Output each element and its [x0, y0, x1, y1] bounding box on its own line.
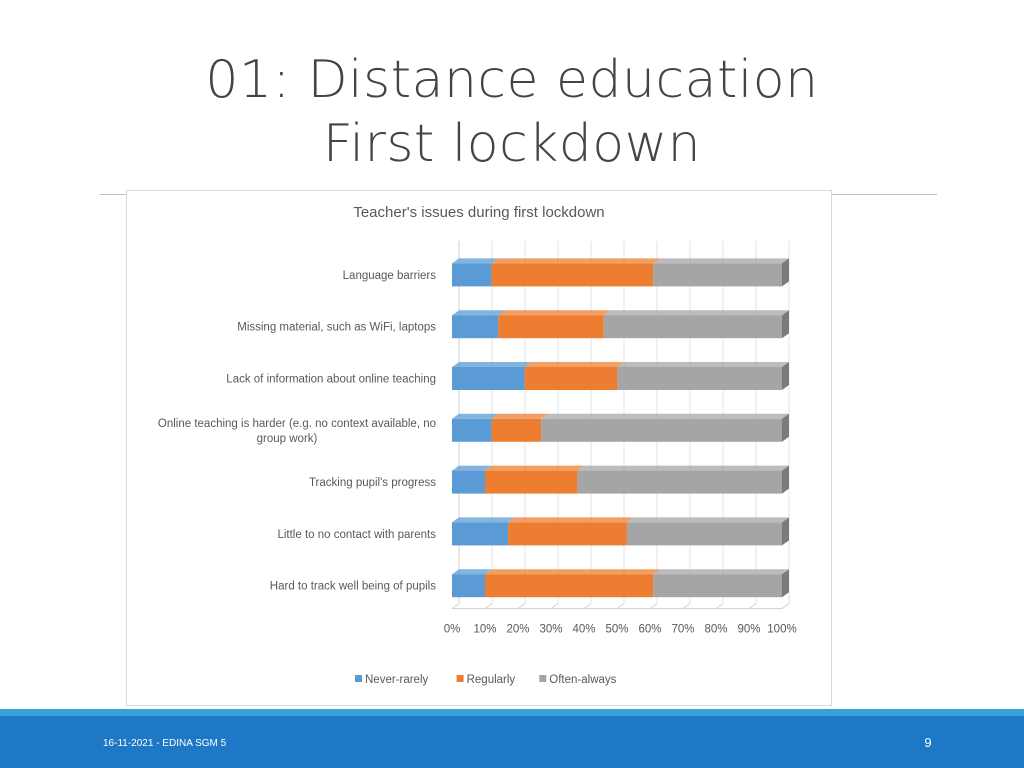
bar-segment [485, 574, 653, 597]
gridline-floor [551, 604, 558, 609]
bar-top-face [604, 310, 789, 315]
bar-top-face [498, 310, 611, 315]
x-tick-label: 90% [737, 623, 761, 636]
bar-segment [577, 471, 782, 494]
bar-segment [452, 522, 508, 545]
gridline-floor [650, 604, 657, 609]
category-label: Missing material, such as WiFi, laptops [237, 321, 436, 334]
bar-segment [452, 574, 485, 597]
legend-label: Often-always [549, 674, 617, 686]
bar-segment [541, 419, 782, 442]
legend-swatch [355, 675, 362, 682]
bar-segment [452, 367, 525, 390]
footer-date-label: 16-11-2021 - EDINA SGM 5 [103, 738, 227, 749]
category-label: group work) [256, 432, 318, 445]
bar-segment [604, 315, 782, 338]
bar-top-face [485, 569, 660, 574]
bar-top-face [492, 414, 548, 419]
bar-segment [525, 367, 617, 390]
stacked-bar-chart [127, 191, 831, 705]
category-label: Little to no contact with parents [277, 528, 436, 541]
gridline-floor [584, 604, 591, 609]
bar-segment [508, 522, 627, 545]
gridline-floor [749, 604, 756, 609]
bar-top-face [492, 258, 661, 263]
bar-top-face [452, 517, 515, 522]
bar-segment [617, 367, 782, 390]
bar-top-face [653, 258, 789, 263]
slide-title-line-1: 01: Distance education [205, 50, 819, 110]
x-tick-label: 20% [506, 623, 530, 636]
category-label: Lack of information about online teaching [226, 373, 436, 386]
gridline-floor [782, 604, 789, 609]
gridline-floor [683, 604, 690, 609]
bar-segment [492, 419, 541, 442]
category-label: Language barriers [342, 269, 436, 282]
bar-top-face [452, 362, 532, 367]
bar-segment [452, 315, 498, 338]
x-tick-label: 100% [767, 623, 797, 636]
bar-top-face [508, 517, 634, 522]
bar-top-face [485, 466, 584, 471]
chart-title: Teacher's issues during first lockdown [353, 204, 605, 221]
legend-label: Never-rarely [365, 674, 429, 686]
category-label: Tracking pupil's progress [308, 477, 436, 490]
page-number: 9 [924, 735, 932, 750]
legend-label: Regularly [466, 674, 516, 686]
bar-segment [498, 315, 604, 338]
bar-segment [485, 471, 577, 494]
bar-segment [452, 263, 492, 286]
bar-top-face [452, 310, 505, 315]
bar-top-face [541, 414, 789, 419]
bar-segment [492, 263, 654, 286]
legend-swatch [457, 675, 464, 682]
bar-top-face [627, 517, 789, 522]
chart-frame [126, 190, 832, 706]
gridline-floor [452, 604, 459, 609]
bar-top-face [653, 569, 789, 574]
bar-segment [452, 419, 492, 442]
x-tick-label: 0% [443, 623, 461, 636]
x-tick-label: 10% [473, 623, 497, 636]
gridline-floor [617, 604, 624, 609]
gridline-floor [485, 604, 492, 609]
bar-segment [653, 263, 782, 286]
bar-top-face [525, 362, 624, 367]
bar-segment [627, 522, 782, 545]
legend-swatch [539, 675, 546, 682]
x-tick-label: 50% [605, 623, 629, 636]
category-label: Hard to track well being of pupils [269, 580, 436, 593]
gridline-floor [716, 604, 723, 609]
bar-top-face [617, 362, 789, 367]
x-tick-label: 80% [704, 623, 728, 636]
slide-title-line-2: First lockdown [322, 114, 702, 174]
slide-title [0, 48, 1024, 176]
x-tick-label: 60% [638, 623, 662, 636]
category-label: Online teaching is harder (e.g. no context available, no [157, 417, 436, 430]
bar-top-face [452, 258, 499, 263]
bar-top-face [452, 569, 492, 574]
x-tick-label: 70% [671, 623, 695, 636]
x-tick-label: 40% [572, 623, 596, 636]
bar-top-face [452, 414, 499, 419]
bar-top-face [452, 466, 492, 471]
bar-top-face [577, 466, 789, 471]
bar-segment [452, 471, 485, 494]
x-tick-label: 30% [539, 623, 563, 636]
gridline-floor [518, 604, 525, 609]
bar-segment [653, 574, 782, 597]
footer-accent-line [0, 709, 1024, 716]
